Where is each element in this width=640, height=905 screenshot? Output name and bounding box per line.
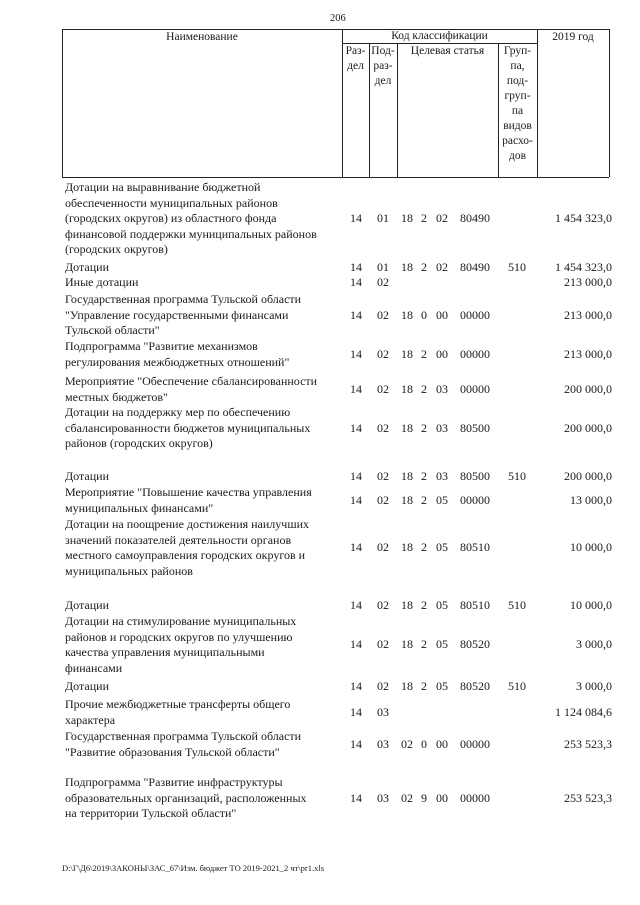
- header-target: Целевая статья: [410, 45, 485, 57]
- header-year: 2019 год: [552, 31, 594, 43]
- subprogram-cell: 2: [421, 598, 427, 612]
- header-podrazdel: Под- раз- дел: [371, 45, 395, 87]
- amount-cell: 10 000,0: [570, 598, 612, 612]
- razdel-cell: 14: [350, 260, 362, 274]
- direction-cell: 80520: [460, 679, 490, 693]
- event-cell: 05: [436, 679, 448, 693]
- program-cell: 18: [401, 679, 413, 693]
- podrazdel-cell: 01: [377, 211, 389, 226]
- podrazdel-cell: 03: [377, 790, 389, 805]
- program-cell: 18: [401, 346, 413, 361]
- header-name: Наименование: [166, 31, 238, 43]
- program-cell: 18: [401, 540, 413, 555]
- row-name: Дотации на стимулирование муниципальных районов и городских округов по улучшению качества управления муниципальными финансами: [65, 614, 297, 675]
- program-cell: 18: [401, 381, 413, 396]
- file-path-footer: D:\Г\Д6\2019\ЗАКОНЫ\ЗАС_67\Изм. бюджет ТО 2019-2021_2 чт\pr1.xls: [62, 863, 325, 873]
- program-cell: 18: [401, 637, 413, 652]
- subprogram-cell: 2: [421, 679, 427, 693]
- direction-cell: 00000: [460, 736, 490, 751]
- podrazdel-cell: 02: [377, 275, 389, 289]
- amount-cell: 200 000,0: [564, 420, 612, 435]
- event-cell: 05: [436, 598, 448, 612]
- subprogram-cell: 2: [421, 381, 427, 396]
- podrazdel-cell: 02: [377, 469, 389, 483]
- direction-cell: 00000: [460, 381, 490, 396]
- subprogram-cell: 2: [421, 492, 427, 507]
- subprogram-cell: 2: [421, 420, 427, 435]
- event-cell: 03: [436, 469, 448, 483]
- podrazdel-cell: 02: [377, 637, 389, 652]
- razdel-cell: 14: [350, 469, 362, 483]
- event-cell: 00: [436, 346, 448, 361]
- podrazdel-cell: 01: [377, 260, 389, 274]
- program-cell: 18: [401, 598, 413, 612]
- direction-cell: 80510: [460, 598, 490, 612]
- direction-cell: 00000: [460, 492, 490, 507]
- razdel-cell: 14: [350, 307, 362, 322]
- direction-cell: 00000: [460, 790, 490, 805]
- amount-cell: 253 523,3: [564, 790, 612, 805]
- program-cell: 02: [401, 790, 413, 805]
- row-name: Подпрограмма "Развитие механизмов регулирования межбюджетных отношений": [65, 339, 290, 369]
- program-cell: 02: [401, 736, 413, 751]
- direction-cell: 80500: [460, 420, 490, 435]
- expense-type-cell: 510: [508, 469, 526, 483]
- podrazdel-cell: 02: [377, 540, 389, 555]
- event-cell: 00: [436, 736, 448, 751]
- direction-cell: 80500: [460, 469, 490, 483]
- razdel-cell: 14: [350, 381, 362, 396]
- program-cell: 18: [401, 307, 413, 322]
- subprogram-cell: 0: [421, 736, 427, 751]
- program-cell: 18: [401, 211, 413, 226]
- razdel-cell: 14: [350, 637, 362, 652]
- page-number: 206: [330, 13, 346, 24]
- subprogram-cell: 2: [421, 211, 427, 226]
- podrazdel-cell: 02: [377, 492, 389, 507]
- razdel-cell: 14: [350, 346, 362, 361]
- razdel-cell: 14: [350, 420, 362, 435]
- subprogram-cell: 2: [421, 540, 427, 555]
- header-classification: Код классификации: [391, 30, 488, 42]
- event-cell: 00: [436, 307, 448, 322]
- podrazdel-cell: 02: [377, 381, 389, 396]
- amount-cell: 213 000,0: [564, 275, 612, 289]
- row-name: Прочие межбюджетные трансферты общего характера: [65, 697, 291, 727]
- row-name: Иные дотации: [65, 275, 139, 289]
- razdel-cell: 14: [350, 736, 362, 751]
- razdel-cell: 14: [350, 492, 362, 507]
- razdel-cell: 14: [350, 540, 362, 555]
- direction-cell: 00000: [460, 307, 490, 322]
- program-cell: 18: [401, 492, 413, 507]
- program-cell: 18: [401, 420, 413, 435]
- event-cell: 05: [436, 540, 448, 555]
- row-name: Подпрограмма "Развитие инфраструктуры образовательных организаций, расположенных на территории Тульской области": [65, 775, 307, 821]
- subprogram-cell: 2: [421, 469, 427, 483]
- expense-type-cell: 510: [508, 679, 526, 693]
- podrazdel-cell: 02: [377, 420, 389, 435]
- program-cell: 18: [401, 469, 413, 483]
- amount-cell: 3 000,0: [576, 637, 612, 652]
- expense-type-cell: 510: [508, 260, 526, 274]
- row-name: Дотации: [65, 260, 110, 274]
- razdel-cell: 14: [350, 704, 362, 719]
- direction-cell: 80490: [460, 260, 490, 274]
- subprogram-cell: 9: [421, 790, 427, 805]
- row-name: Дотации на поощрение достижения наилучших значений показателей деятельности органов местного самоуправления городских округов и муниципальных районов: [65, 517, 309, 578]
- subprogram-cell: 2: [421, 260, 427, 274]
- amount-cell: 1 454 323,0: [555, 260, 612, 274]
- razdel-cell: 14: [350, 211, 362, 226]
- row-name: Государственная программа Тульской области "Развитие образования Тульской области": [65, 729, 302, 759]
- amount-cell: 1 124 084,6: [555, 704, 612, 719]
- event-cell: 05: [436, 492, 448, 507]
- subprogram-cell: 0: [421, 307, 427, 322]
- subprogram-cell: 2: [421, 637, 427, 652]
- direction-cell: 80520: [460, 637, 490, 652]
- program-cell: 18: [401, 260, 413, 274]
- event-cell: 03: [436, 381, 448, 396]
- podrazdel-cell: 02: [377, 598, 389, 612]
- amount-cell: 200 000,0: [564, 469, 612, 483]
- podrazdel-cell: 03: [377, 704, 389, 719]
- subprogram-cell: 2: [421, 346, 427, 361]
- direction-cell: 00000: [460, 346, 490, 361]
- podrazdel-cell: 02: [377, 679, 389, 693]
- header-razdel: Раз- дел: [345, 45, 366, 72]
- event-cell: 02: [436, 211, 448, 226]
- amount-cell: 253 523,3: [564, 736, 612, 751]
- direction-cell: 80510: [460, 540, 490, 555]
- event-cell: 03: [436, 420, 448, 435]
- podrazdel-cell: 02: [377, 346, 389, 361]
- razdel-cell: 14: [350, 790, 362, 805]
- row-name: Дотации: [65, 469, 110, 483]
- amount-cell: 10 000,0: [570, 540, 612, 555]
- amount-cell: 213 000,0: [564, 346, 612, 361]
- event-cell: 05: [436, 637, 448, 652]
- row-name: Мероприятие "Повышение качества управления муниципальных финансами": [65, 485, 312, 515]
- row-name: Дотации на поддержку мер по обеспечению сбалансированности бюджетов муниципальных районов (городских округов): [65, 405, 311, 451]
- header-group: Груп- па, под- груп- па видов расхо- дов: [502, 45, 533, 162]
- amount-cell: 3 000,0: [576, 679, 612, 693]
- row-name: Дотации: [65, 679, 110, 693]
- razdel-cell: 14: [350, 275, 362, 289]
- amount-cell: 1 454 323,0: [555, 211, 612, 226]
- row-name: Дотации на выравнивание бюджетной обеспеченности муниципальных районов (городских округов) из областного фонда финансовой поддержки муниципальных районов (городских округов): [65, 180, 317, 257]
- expense-type-cell: 510: [508, 598, 526, 612]
- event-cell: 00: [436, 790, 448, 805]
- direction-cell: 80490: [460, 211, 490, 226]
- podrazdel-cell: 03: [377, 736, 389, 751]
- row-name: Дотации: [65, 598, 110, 612]
- amount-cell: 200 000,0: [564, 381, 612, 396]
- event-cell: 02: [436, 260, 448, 274]
- row-name: Государственная программа Тульской области "Управление государственными финансами Тульской области": [65, 292, 302, 338]
- row-name: Мероприятие "Обеспечение сбалансированности местных бюджетов": [65, 374, 318, 404]
- amount-cell: 13 000,0: [570, 492, 612, 507]
- razdel-cell: 14: [350, 679, 362, 693]
- amount-cell: 213 000,0: [564, 307, 612, 322]
- razdel-cell: 14: [350, 598, 362, 612]
- podrazdel-cell: 02: [377, 307, 389, 322]
